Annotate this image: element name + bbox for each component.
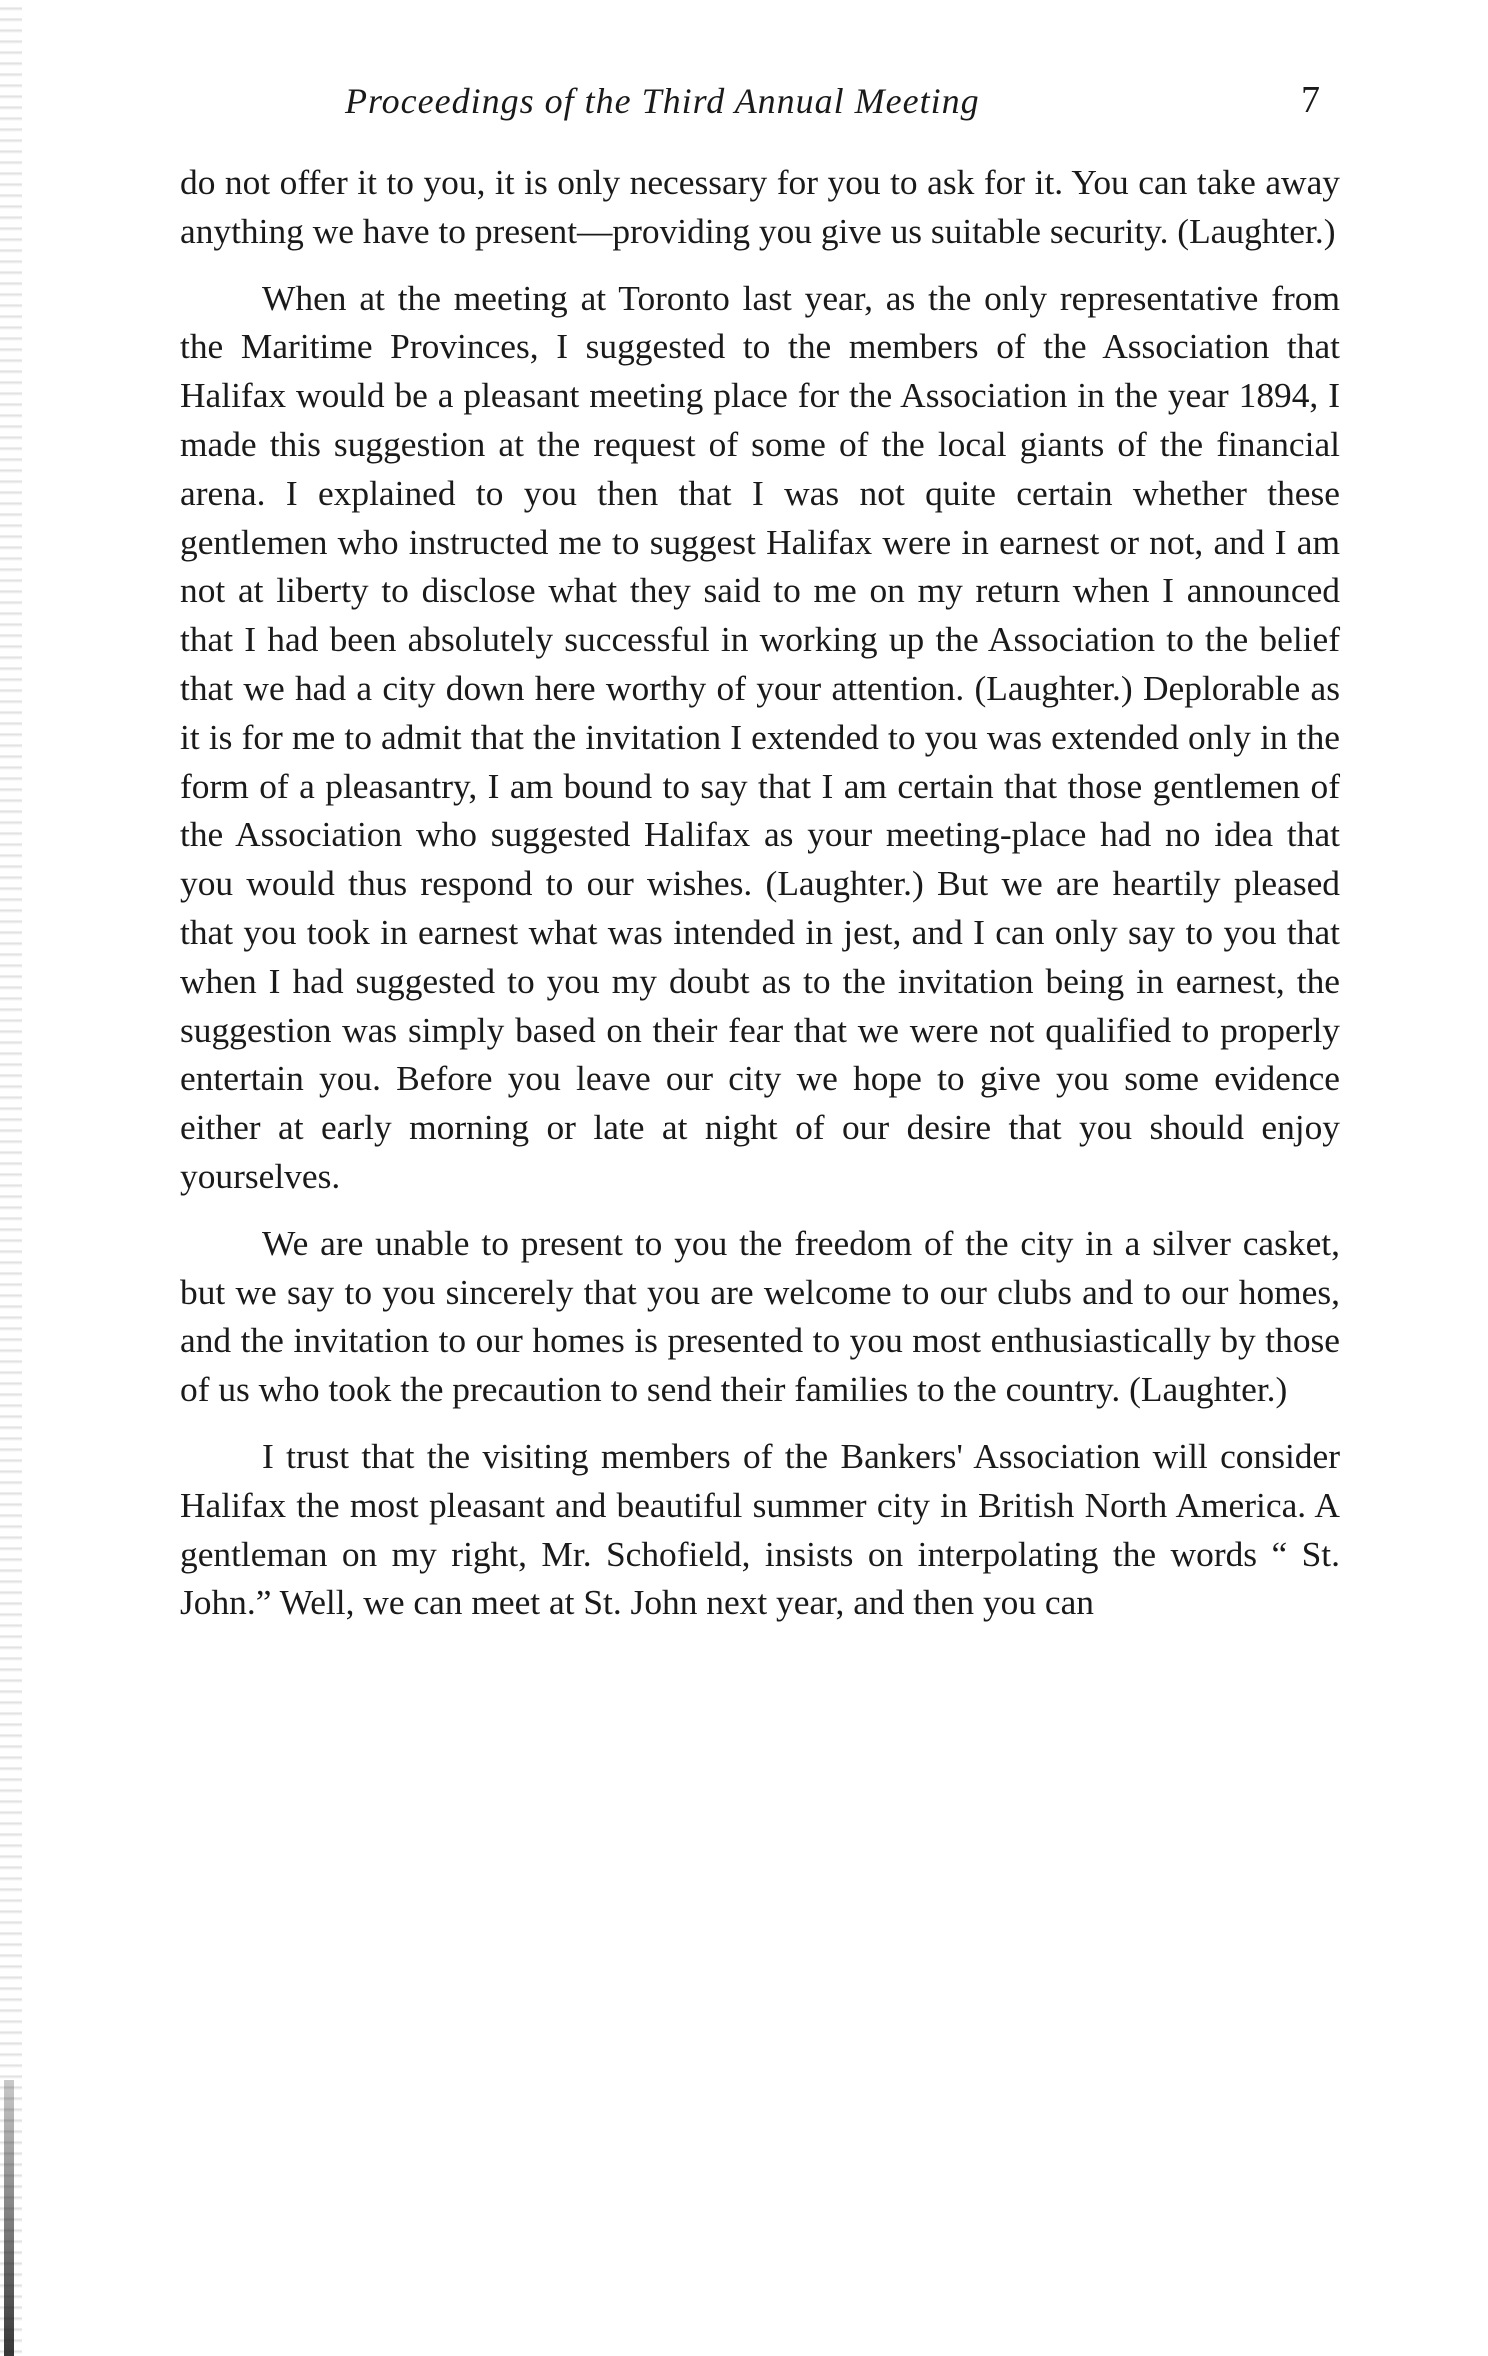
paragraph: When at the meeting at Toronto last year, as the only representative from the Maritime Provinces, I suggested to the members of the Association that Halifax would be a pleasant meeting place for the Association in the year 1894, I made this suggestion at the request of some of the local giants of the financial arena. I explained to you then that I was not quite certain whether these gentlemen who instructed me to suggest Halifax were in earnest or not, and I am not at liberty to disclose what they said to me on my return when I announced that I had been absolutely successful in working up the Association to the belief that we had a city down here worthy of your attention. (Laughter.) Deplorable as it is for me to admit that the invitation I extended to you was extended only in the form of a pleasantry, I am bound to say that I am certain that those gentlemen of the Association who suggested Halifax as your meeting-place had no idea that you would thus respond to our wishes. (Laughter.) But we are heartily pleased that you took in earnest what was intended in jest, and I can only say to you that when I had suggested to you my doubt as to the invitation being in earnest, the suggestion was simply based on their fear that we were not qualified to properly entertain you. Before you leave our city we hope to give you some evidence either at early morning or late at night of our desire that you should enjoy yourselves. <box>180 277 1340 1196</box>
paragraph: We are unable to present to you the freedom of the city in a silver casket, but we say to you sincerely that you are welcome to our clubs and to our homes, and the invitation to our homes is presented to you most enthusiastically by those of us who took the precaution to send their families to the country. (Laughter.) <box>180 1222 1340 1410</box>
paragraph-continuation: do not offer it to you, it is only necessary for you to ask for it. You can take away anything we have to present—providing you give us suitable security. (Laughter.) <box>180 162 1340 251</box>
binding-edge-shadow <box>4 2080 14 2356</box>
running-header <box>180 80 1340 128</box>
page-number: 7 <box>1301 79 1320 121</box>
body-text <box>180 158 1340 1627</box>
running-title: Proceedings of the Third Annual Meeting <box>345 81 980 121</box>
page-gutter-shadow <box>0 0 22 2356</box>
document-page <box>180 80 1340 1645</box>
paragraph: I trust that the visiting members of the Bankers' Association will consider Halifax the most pleasant and beautiful summer city in British North America. A gentleman on my right, Mr. Schofield, insists on interpolating the words “ St. John.” Well, we can meet at St. John next year, and then you can <box>180 1435 1340 1623</box>
